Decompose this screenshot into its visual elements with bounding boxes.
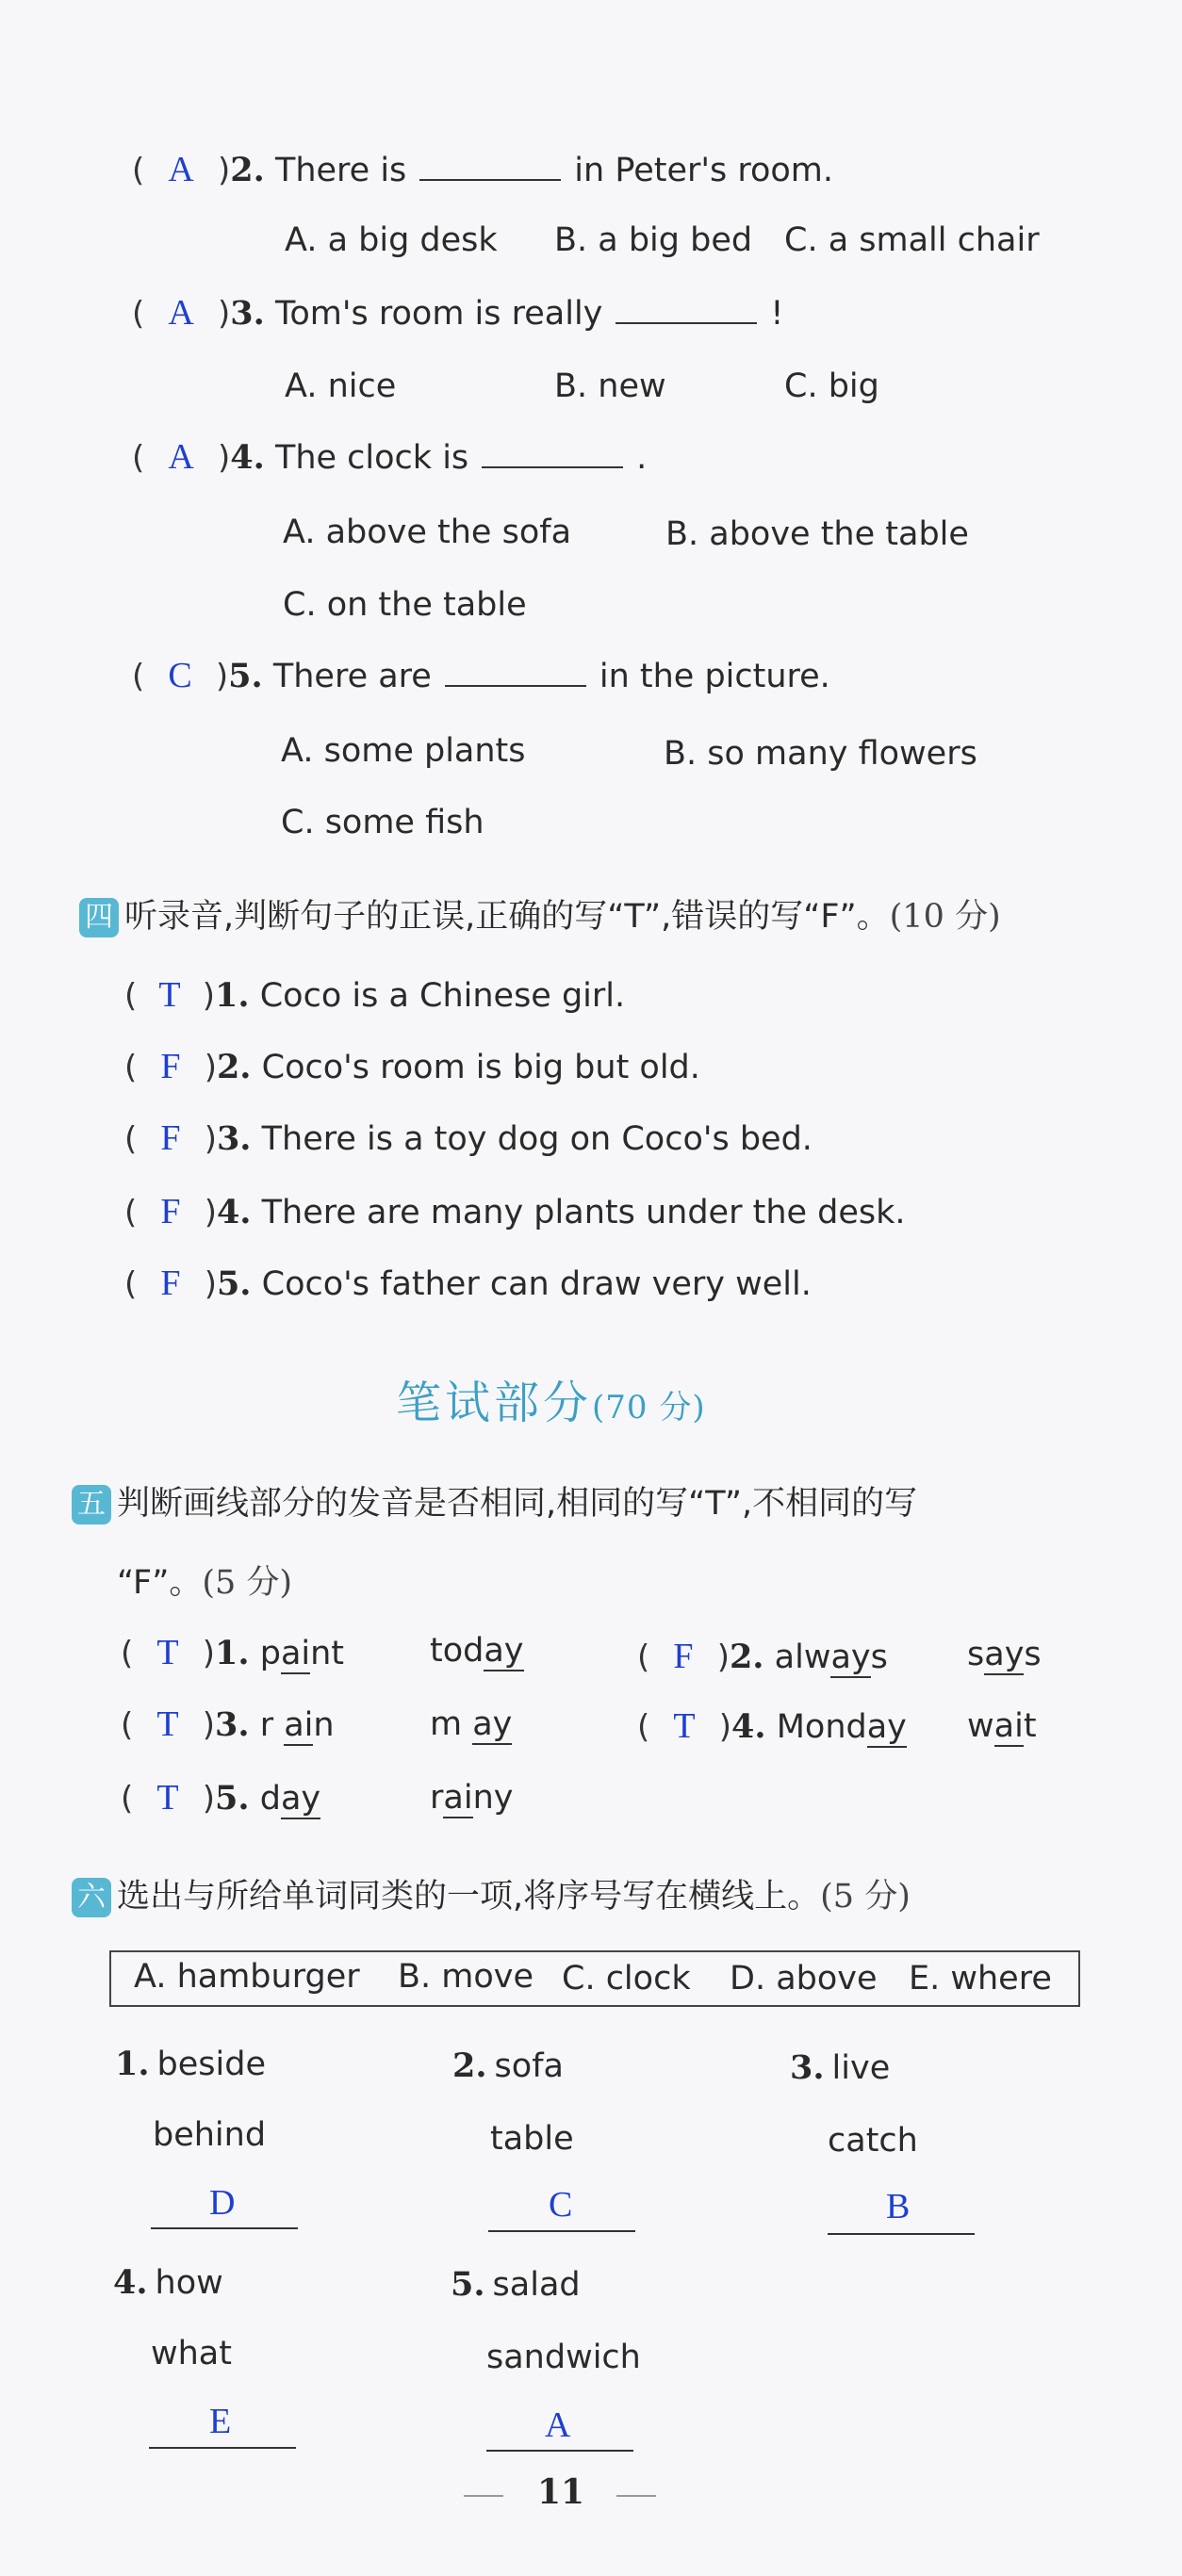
answer-mark: A (168, 437, 194, 477)
phonics-item-2-word-2: says (967, 1636, 1042, 1673)
question-number: 4. (230, 438, 265, 477)
written-part-title (396, 1366, 706, 1431)
option-b: B. a big bed (554, 221, 753, 259)
group-item-1 (115, 2045, 266, 2083)
paren-open: ( (124, 977, 138, 1015)
group-item-5-answer: A (545, 2405, 571, 2445)
phonics-item-5 (121, 1777, 320, 1818)
word-bank-option-d: D. above (730, 1960, 878, 1997)
paren-close: ) (215, 658, 229, 695)
phonics-item-3-word-2: m ay (430, 1705, 513, 1743)
statement-text: There are many plants under the desk. (261, 1194, 906, 1231)
question-number: 2. (230, 151, 265, 189)
paren-close: ) (204, 1049, 217, 1086)
option-c: C. some fish (281, 804, 484, 841)
option-a: A. nice (285, 367, 397, 405)
option-c: C. a small chair (784, 221, 1040, 259)
word-bank-option-c: C. clock (562, 1960, 691, 1997)
phonics-item-1 (121, 1632, 344, 1673)
answer-mark: A (168, 293, 194, 333)
paren-close: ) (204, 1265, 217, 1303)
option-c: C. big (784, 367, 879, 405)
mc-item-2 (132, 149, 833, 190)
paren-close: ) (218, 439, 231, 477)
section-number-icon: 五 (72, 1485, 111, 1524)
answer-mark: T (156, 1633, 179, 1672)
statement-text: Coco is a Chinese girl. (259, 977, 626, 1015)
paren-open: ( (132, 658, 145, 695)
section-instruction: 听录音,判断句子的正误,正确的写“T”,错误的写“F”。 (124, 898, 890, 936)
answer-mark: F (160, 1047, 181, 1086)
question-number: 4. (113, 2263, 148, 2302)
section-score: (5 分) (202, 1564, 293, 1602)
question-stem-end: ! (770, 295, 784, 333)
word-1: how (155, 2264, 223, 2302)
group-item-2-answer: C (549, 2185, 573, 2225)
question-number: 3. (216, 1119, 252, 1158)
paren-close: ) (218, 152, 231, 189)
word-1: beside (156, 2046, 267, 2083)
paren-open: ( (132, 152, 145, 189)
word-1: day (259, 1780, 321, 1818)
answer-mark: F (160, 1264, 181, 1303)
answer-mark: F (160, 1192, 181, 1231)
answer-mark: F (673, 1637, 694, 1676)
option-b: B. new (554, 367, 666, 405)
word-1: sofa (494, 2047, 564, 2085)
mc-item-3 (132, 292, 783, 334)
option-c: C. on the table (283, 586, 527, 624)
section-instruction: 选出与所给单词同类的一项,将序号写在横线上。 (117, 1878, 821, 1916)
answer-line (488, 2230, 635, 2232)
title-text: 笔试部分 (396, 1377, 593, 1429)
question-stem-end: in Peter's room. (574, 152, 834, 189)
option-a: A. a big desk (285, 221, 498, 259)
question-stem-start: The clock is (274, 439, 469, 477)
paren-open: ( (124, 1120, 138, 1158)
question-number: 3. (790, 2048, 825, 2087)
question-number: 4. (731, 1707, 766, 1746)
paren-close: ) (202, 977, 216, 1015)
answer-blank (445, 660, 586, 687)
question-number: 5. (216, 1264, 252, 1303)
answer-blank (616, 298, 757, 324)
paren-close: ) (202, 1706, 216, 1744)
section-instruction-cont: “F”。 (117, 1564, 203, 1602)
question-stem-end: . (636, 439, 648, 477)
question-number: 5. (215, 1779, 250, 1818)
paren-close: ) (718, 1708, 732, 1746)
tf-item-5 (124, 1263, 812, 1304)
answer-blank (482, 442, 623, 468)
answer-mark: A (168, 150, 194, 189)
question-number: 3. (215, 1705, 250, 1744)
word-1: r ain (259, 1706, 335, 1744)
title-score: (70 分) (592, 1389, 706, 1427)
group-item-3-answer: B (886, 2187, 911, 2226)
phonics-item-1-word-2: today (430, 1632, 524, 1670)
answer-mark: T (156, 1704, 179, 1744)
group-item-4 (113, 2263, 223, 2302)
option-a: A. above the sofa (283, 514, 572, 551)
paren-close: ) (716, 1639, 730, 1676)
question-number: 5. (228, 657, 263, 695)
section-number-icon: 四 (79, 898, 119, 937)
paren-open: ( (124, 1194, 138, 1231)
answer-line (828, 2233, 975, 2235)
paren-close: ) (218, 295, 231, 333)
question-number: 4. (216, 1193, 252, 1231)
paren-close: ) (202, 1780, 216, 1818)
question-stem-end: in the picture. (599, 658, 830, 695)
tf-item-2 (124, 1046, 700, 1087)
paren-open: ( (121, 1706, 134, 1744)
section-number-icon: 六 (72, 1878, 111, 1917)
paren-open: ( (132, 295, 145, 333)
phonics-item-4-word-2: wait (967, 1707, 1037, 1745)
group-item-2-word-2: table (490, 2120, 574, 2158)
option-b: B. above the table (665, 515, 969, 553)
page-number-dash-left (464, 2495, 503, 2497)
section-6-heading (72, 1870, 911, 1917)
section-5-heading-cont (117, 1557, 292, 1604)
answer-line (151, 2227, 298, 2229)
mc-item-4 (132, 436, 647, 478)
statement-text: There is a toy dog on Coco's bed. (261, 1120, 813, 1158)
paren-close: ) (204, 1194, 217, 1231)
group-item-5 (451, 2265, 581, 2304)
page-number-dash-right (616, 2495, 656, 2497)
group-item-4-answer: E (209, 2402, 232, 2441)
group-item-3-word-2: catch (828, 2122, 918, 2160)
word-1: salad (492, 2266, 581, 2304)
section-score: (10 分) (889, 898, 1001, 936)
option-b: B. so many flowers (664, 735, 977, 773)
word-bank-option-e: E. where (909, 1960, 1052, 1997)
paren-open: ( (121, 1635, 134, 1672)
paren-open: ( (637, 1639, 650, 1676)
tf-item-1 (124, 974, 625, 1016)
phonics-item-4 (637, 1705, 907, 1747)
answer-mark: C (168, 656, 192, 695)
group-item-2 (452, 2046, 564, 2085)
word-1: always (774, 1639, 888, 1676)
answer-mark: T (158, 975, 181, 1015)
statement-text: Coco's room is big but old. (261, 1049, 700, 1086)
answer-mark: T (156, 1778, 179, 1818)
section-4-heading (79, 890, 1001, 937)
paren-open: ( (124, 1049, 138, 1086)
answer-mark: F (160, 1118, 181, 1158)
section-instruction: 判断画线部分的发音是否相同,相同的写“T”,不相同的写 (117, 1485, 918, 1523)
paren-open: ( (124, 1265, 138, 1303)
word-bank-option-b: B. move (398, 1958, 534, 1996)
group-item-1-word-2: behind (153, 2116, 267, 2154)
phonics-item-5-word-2: rainy (430, 1779, 514, 1817)
question-number: 2. (216, 1048, 252, 1086)
word-1: Monday (776, 1708, 907, 1746)
phonics-item-3 (121, 1704, 335, 1745)
answer-blank (419, 155, 561, 181)
section-score: (5 分) (820, 1878, 911, 1916)
answer-mark: T (673, 1706, 696, 1746)
tf-item-4 (124, 1191, 906, 1232)
word-1: paint (259, 1635, 345, 1672)
group-item-3 (790, 2048, 890, 2087)
tf-item-3 (124, 1117, 813, 1159)
answer-line (486, 2450, 633, 2452)
paren-open: ( (121, 1780, 134, 1818)
paren-open: ( (637, 1708, 650, 1746)
option-a: A. some plants (281, 732, 526, 770)
question-number: 1. (215, 976, 250, 1015)
group-item-5-word-2: sandwich (486, 2339, 641, 2376)
question-number: 1. (215, 1634, 250, 1672)
question-number: 1. (115, 2045, 150, 2083)
question-number: 2. (452, 2046, 487, 2085)
question-stem-start: Tom's room is really (274, 295, 603, 333)
question-stem-start: There is (274, 152, 407, 189)
statement-text: Coco's father can draw very well. (261, 1265, 812, 1303)
word-bank-option-a: A. hamburger (134, 1958, 360, 1996)
question-stem-start: There are (272, 658, 432, 695)
section-5-heading (72, 1477, 917, 1524)
paren-close: ) (202, 1635, 216, 1672)
phonics-item-2 (637, 1636, 888, 1677)
question-number: 5. (451, 2265, 485, 2304)
paren-open: ( (132, 439, 145, 477)
question-number: 2. (729, 1638, 764, 1676)
group-item-1-answer: D (209, 2183, 236, 2223)
paren-close: ) (204, 1120, 217, 1158)
answer-line (149, 2447, 296, 2449)
page-number: 11 (537, 2472, 585, 2512)
mc-item-5 (132, 655, 830, 696)
group-item-4-word-2: what (151, 2335, 232, 2372)
word-1: live (831, 2049, 891, 2087)
question-number: 3. (230, 294, 265, 333)
